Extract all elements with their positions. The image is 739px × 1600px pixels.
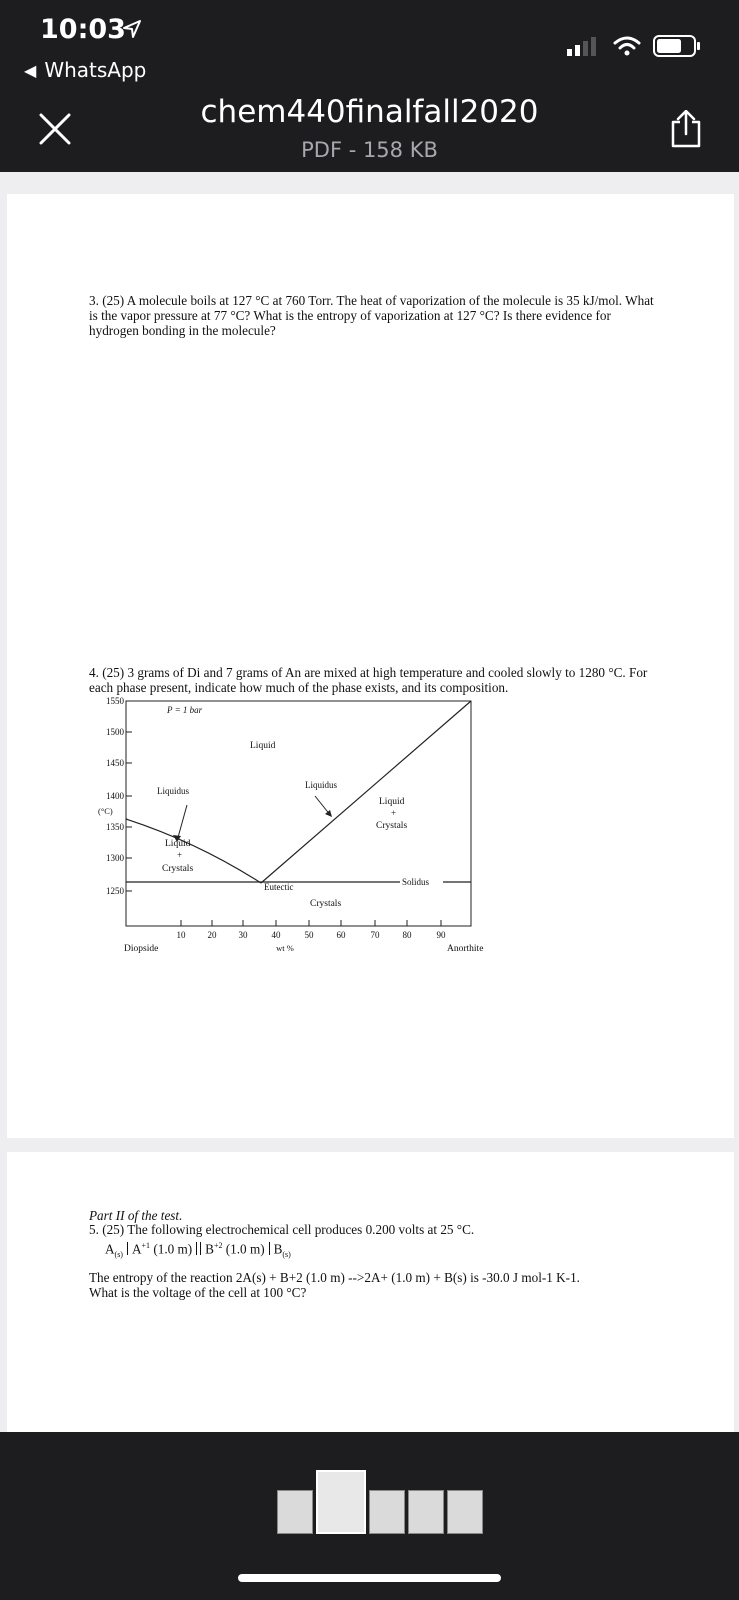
pdf-page-2	[7, 1152, 734, 1452]
battery-icon	[653, 34, 701, 58]
y-tick-label: 1500	[106, 727, 124, 737]
y-tick-label: 1350	[106, 822, 124, 832]
y-tick-label: 1250	[106, 886, 124, 896]
page-thumbnail-current[interactable]	[316, 1470, 366, 1534]
crystals-label: Crystals	[310, 899, 342, 909]
x-axis-label: wt %	[276, 943, 294, 953]
page-thumbnail[interactable]	[277, 1490, 313, 1534]
document-title: chem440finalfall2020	[200, 94, 539, 130]
liquidus-left-arrow	[177, 805, 187, 841]
left-component-label: Diopside	[124, 944, 159, 954]
document-subtitle: PDF - 158 KB	[301, 138, 438, 162]
back-app-label: WhatsApp	[44, 58, 147, 82]
x-tick-label: 80	[402, 930, 412, 940]
wifi-icon	[613, 36, 641, 56]
voltage-question: What is the voltage of the cell at 100 °C?	[89, 1285, 307, 1300]
page-thumbnail[interactable]	[369, 1490, 405, 1534]
question-5-entropy	[89, 1270, 709, 1300]
pdf-page-1	[7, 194, 734, 1138]
thumbnail-strip	[277, 1470, 483, 1534]
y-tick-label: 1550	[106, 696, 124, 706]
liquidus-right-curve	[261, 701, 471, 883]
x-tick-label: 20	[207, 930, 217, 940]
share-icon[interactable]	[669, 110, 703, 148]
part-two-heading: Part II of the test.	[89, 1208, 183, 1223]
question-3-text: 3. (25) A molecule boils at 127 °C at 760 Torr. The heat of vaporization of the molecule is 35 kJ/mol. What is the vapor pressure at 77 °C? What is the entropy of vaporization at 127 °C? Is there evidence for hydrogen bonding in the molecule?	[89, 293, 654, 338]
liquidus-left-curve	[126, 819, 261, 883]
signal-icon	[567, 36, 601, 56]
x-tick-label: 40	[271, 930, 281, 940]
left-two-phase-crystals: Crystals	[162, 864, 194, 874]
pressure-label: P = 1 bar	[167, 705, 203, 715]
liquidus-left-label: Liquidus	[157, 786, 190, 796]
liquid-region-label: Liquid	[250, 741, 276, 751]
y-tick-label: 1400	[106, 791, 124, 801]
phase-diagram	[87, 692, 507, 962]
right-two-phase-label: Liquid	[379, 797, 405, 807]
page-thumbnail[interactable]	[408, 1490, 444, 1534]
cell-notation: $A_{(s)}$ $A^{+1}$ (1.0 m) $B^{+2}$ (1.0 m) $B_{(s)}$	[105, 1241, 291, 1260]
right-component-label: Anorthite	[447, 944, 484, 954]
back-caret-icon: ◀	[24, 60, 37, 80]
y-tick-label: 1450	[106, 758, 124, 768]
top-bar	[0, 0, 739, 172]
entropy-line: The entropy of the reaction 2A(s) + B+2 (1.0 m) -->2A+ (1.0 m) + B(s) is -30.0 J mol-1 K-1.	[89, 1270, 580, 1285]
question-5-text: 5. (25) The following electrochemical cell produces 0.200 volts at 25 °C.	[89, 1222, 475, 1237]
back-to-app-button[interactable]	[24, 58, 146, 82]
right-two-phase-crystals: Crystals	[376, 821, 408, 831]
status-time: 10:03	[40, 14, 126, 45]
left-two-phase-plus: +	[177, 850, 183, 860]
x-tick-label: 10	[176, 930, 186, 940]
x-tick-label: 90	[436, 930, 446, 940]
question-4-text: 4. (25) 3 grams of Di and 7 grams of An are mixed at high temperature and cooled slowly to 1280 °C. For each phase present, indicate how much of the phase exists, and its composition.	[89, 665, 648, 695]
diagram-frame	[126, 701, 471, 926]
eutectic-label: Eutectic	[264, 882, 294, 892]
x-tick-label: 50	[304, 930, 314, 940]
left-two-phase-label: Liquid	[165, 839, 191, 849]
status-icons	[567, 34, 701, 58]
liquidus-right-arrowhead	[325, 810, 332, 817]
x-tick-label: 60	[336, 930, 346, 940]
location-arrow-icon	[121, 18, 143, 40]
y-unit-label: (°C)	[98, 806, 113, 816]
y-tick-label: 1300	[106, 853, 124, 863]
x-tick-label: 70	[370, 930, 380, 940]
home-indicator[interactable]	[238, 1574, 501, 1582]
solidus-label: Solidus	[402, 877, 430, 887]
liquidus-right-label: Liquidus	[305, 780, 338, 790]
x-tick-label: 30	[238, 930, 248, 940]
right-two-phase-plus: +	[391, 808, 397, 818]
page-thumbnail[interactable]	[447, 1490, 483, 1534]
